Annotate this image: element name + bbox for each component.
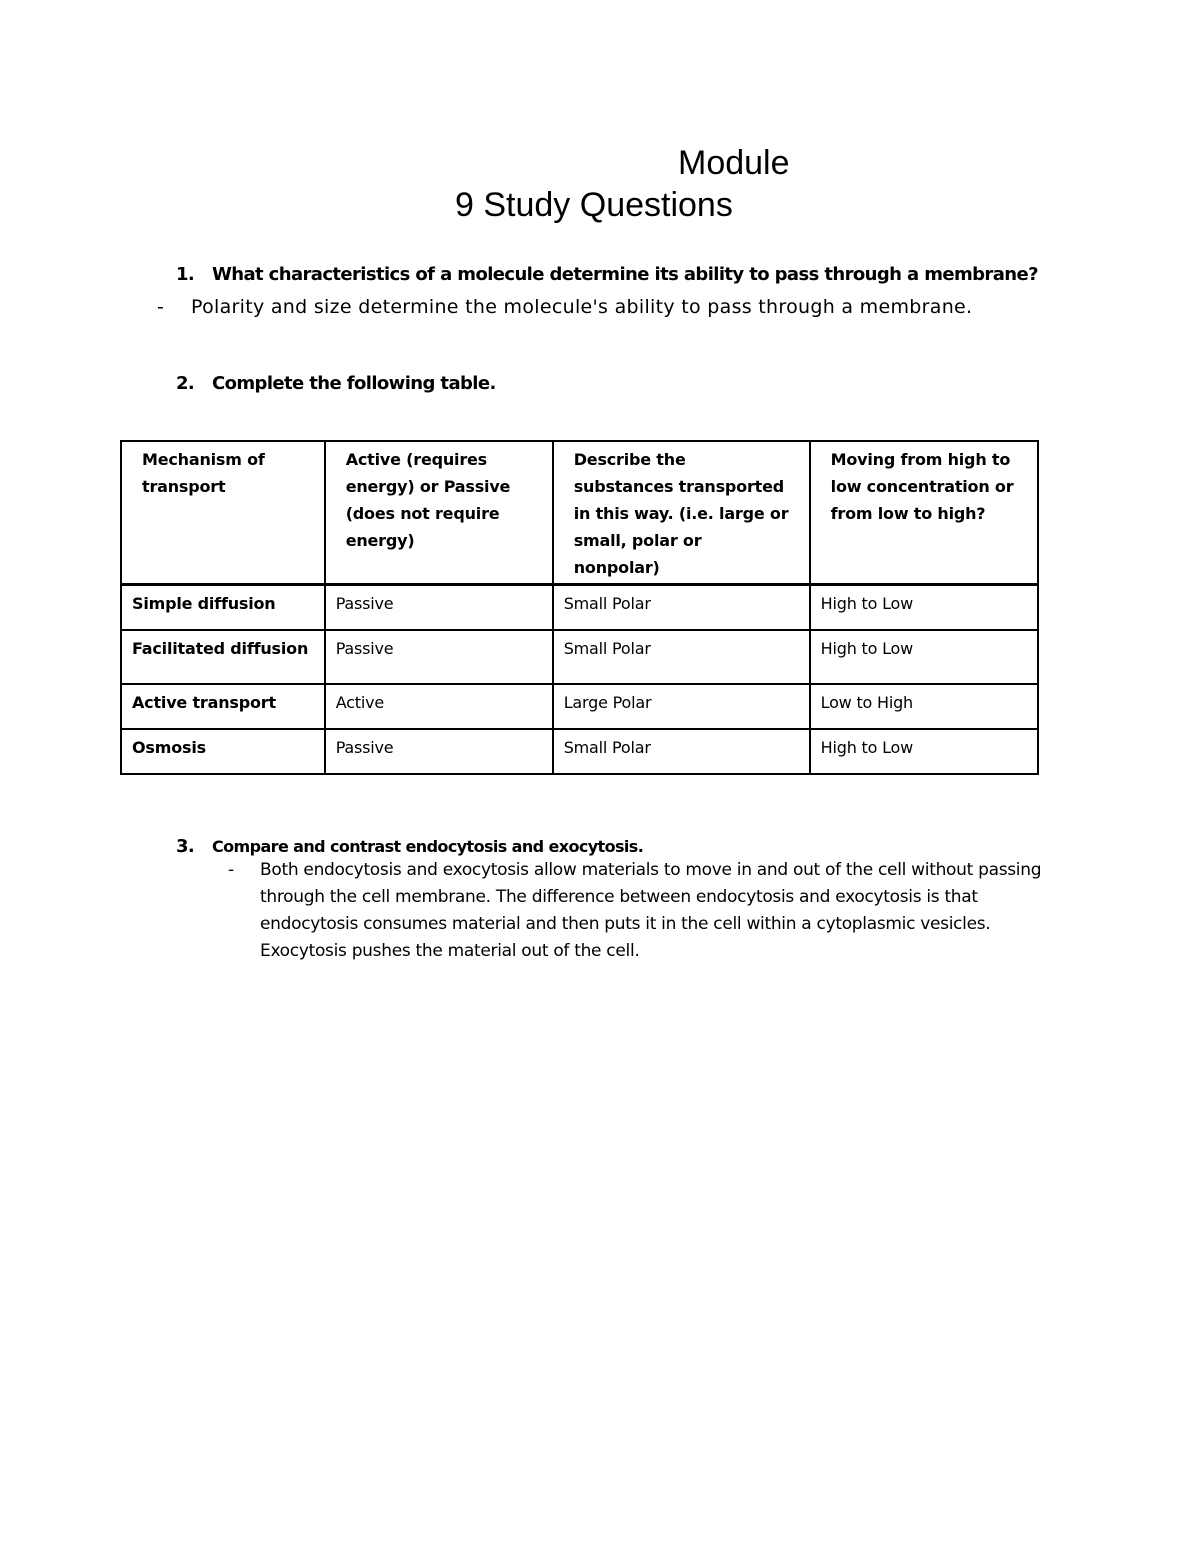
row-label: Active transport [121,684,325,729]
question-number: 2. [176,373,195,394]
table-cell: High to Low [810,630,1038,684]
question-3 [176,835,643,859]
answer-3 [228,857,1078,965]
page-title-line-2: 9 Study Questions [455,186,733,224]
question-2 [176,372,496,396]
table-row [121,630,1038,684]
table-row [121,684,1038,729]
table-row [121,585,1038,631]
table-cell: Small Polar [553,729,810,774]
table-cell: Low to High [810,684,1038,729]
header-cell: Describe the substances transported in this way. (i.e. large or small, polar or nonpolar) [553,441,810,585]
row-label: Simple diffusion [121,585,325,631]
table-cell: Small Polar [553,630,810,684]
table-cell: High to Low [810,729,1038,774]
header-cell: Active (requires energy) or Passive (does not require energy) [325,441,553,585]
table-cell: High to Low [810,585,1038,631]
answer-1 [157,294,972,320]
page-title-line-1: Module [678,144,790,182]
header-cell: Mechanism of transport [121,441,325,585]
table-cell: Active [325,684,553,729]
question-text: Compare and contrast endocytosis and exocytosis. [212,837,644,856]
table-cell: Small Polar [553,585,810,631]
question-number: 1. [176,264,195,285]
table-cell: Passive [325,729,553,774]
transport-table [120,440,1039,775]
question-text: Complete the following table. [212,373,496,394]
header-cell: Moving from high to low concentration or from low to high? [810,441,1038,585]
table-row [121,729,1038,774]
answer-text: Both endocytosis and exocytosis allow materials to move in and out of the cell without passing through the cell membrane. The difference between endocytosis and exocytosis is that endocytosis consumes material and then puts it in the cell within a cytoplasmic vesicles. Exocytosis pushes the material out of the cell. [260,860,1042,961]
table-cell: Passive [325,585,553,631]
table-cell: Large Polar [553,684,810,729]
question-number: 3. [176,836,195,857]
answer-text: Polarity and size determine the molecule's ability to pass through a membrane. [191,296,973,318]
question-1 [176,263,1038,287]
row-label: Facilitated diffusion [121,630,325,684]
row-label: Osmosis [121,729,325,774]
question-text: What characteristics of a molecule determine its ability to pass through a membrane? [212,264,1038,285]
answer-bullet: - [228,860,234,880]
table-cell: Passive [325,630,553,684]
table-header-row [121,441,1038,585]
answer-bullet: - [157,296,165,318]
